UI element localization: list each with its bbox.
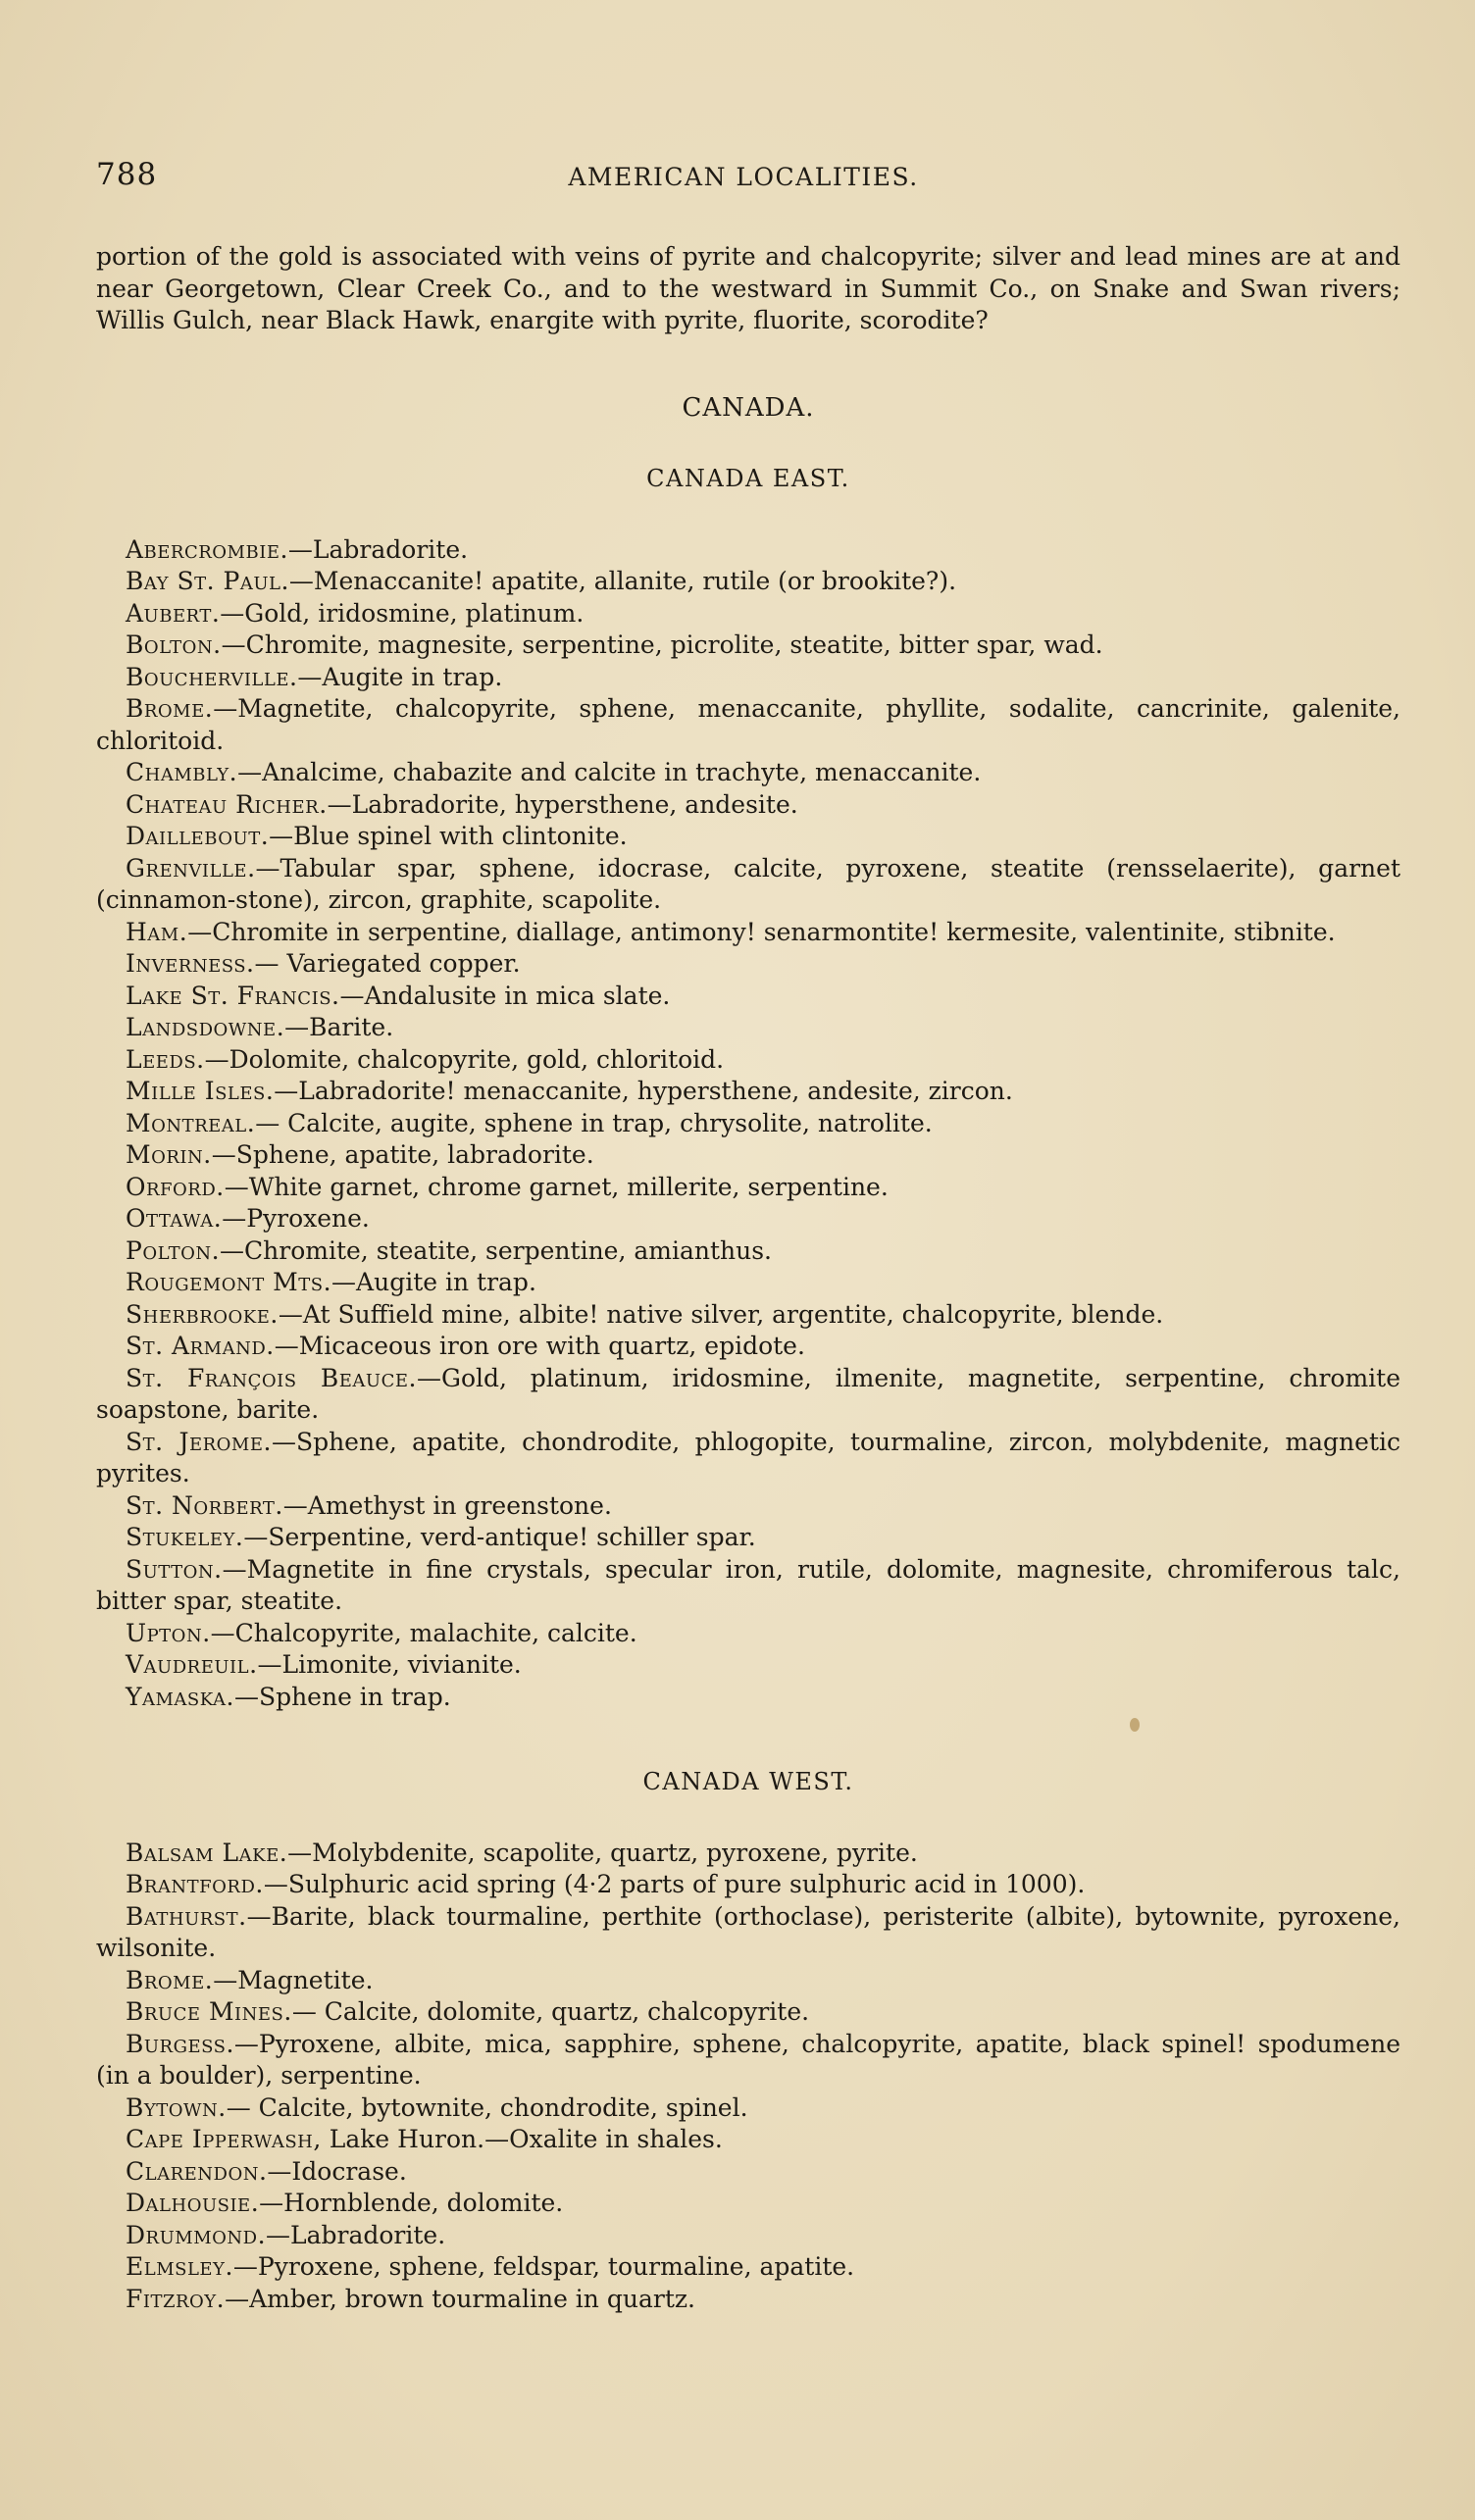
locality-name: Inverness. (126, 949, 255, 978)
mineral-list: —Amethyst in greenstone. (282, 1490, 612, 1520)
locality-entry (96, 1618, 1400, 1650)
locality-name: Boucherville. (126, 662, 298, 691)
locality-name: Sutton. (126, 1554, 223, 1584)
section-title: CANADA. (682, 392, 815, 423)
locality-name: Lake St. Francis. (126, 981, 340, 1010)
mineral-list: —Labradorite, hypersthene, andesite. (327, 789, 798, 819)
locality-name: Brantford. (126, 1870, 264, 1898)
page-body (96, 241, 1400, 2315)
locality-entry (96, 821, 1400, 853)
mineral-list: —Amber, brown tourmaline in quartz. (225, 2284, 695, 2313)
mineral-list: —Idocrase. (267, 2156, 407, 2186)
locality-entry (96, 1172, 1400, 1204)
mineral-list: —Micaceous iron ore with quartz, epidote. (274, 1332, 805, 1360)
mineral-list: — Calcite, augite, sphene in trap, chrysolite, natrolite. (255, 1108, 933, 1137)
locality-entry (96, 2188, 1400, 2220)
mineral-list: —Andalusite in mica slate. (339, 981, 671, 1010)
mineral-list: —Analcime, chabazite and calcite in trachyte, menaccanite. (237, 758, 982, 786)
locality-name: Vaudreuil. (126, 1650, 258, 1679)
ink-spot (1130, 1718, 1140, 1732)
locality-name: Morin. (126, 1140, 212, 1169)
locality-name: Elmsley. (126, 2252, 233, 2281)
page-number: 788 (96, 157, 158, 192)
locality-name: Balsam Lake. (126, 1838, 288, 1867)
mineral-list: —Limonite, vivianite. (257, 1650, 522, 1679)
locality-name: Fitzroy. (126, 2284, 226, 2313)
locality-name: Grenville. (126, 853, 256, 882)
locality-name: Chambly. (126, 758, 238, 786)
locality-name: St. Norbert. (126, 1490, 283, 1520)
locality-name: Yamaska. (126, 1682, 234, 1711)
locality-entry (96, 566, 1400, 598)
locality-name: Orford. (126, 1172, 225, 1201)
locality-entry (96, 2029, 1400, 2092)
locality-entry (96, 2251, 1400, 2284)
locality-entry (96, 1203, 1400, 1235)
mineral-list: —Magnetite. (213, 1965, 374, 1994)
canada-east-list (96, 534, 1400, 1714)
mineral-list: —Serpentine, verd-antique! schiller spar. (243, 1523, 756, 1551)
locality-name: Mille Isles. (126, 1077, 275, 1105)
locality-name: Montreal. (126, 1108, 256, 1137)
mineral-list: — Calcite, bytownite, chondrodite, spinel. (226, 2092, 748, 2122)
mineral-list: —Molybdenite, scapolite, quartz, pyroxene, pyrite. (287, 1838, 918, 1867)
locality-name: Rougemont Mts. (126, 1268, 332, 1296)
mineral-list: —Gold, platinum, iridosmine, ilmenite, magnetite, serpentine, chromite soapstone, barite. (96, 1363, 1400, 1424)
canada-west-list (96, 1838, 1400, 2316)
locality-entry (96, 2156, 1400, 2189)
locality-entry (96, 1965, 1400, 1997)
locality-entry (96, 1331, 1400, 1363)
page-header (96, 157, 1391, 196)
mineral-list: —Augite in trap. (297, 662, 503, 691)
locality-entry (96, 1522, 1400, 1554)
locality-name: Chateau Richer. (126, 789, 328, 819)
mineral-list: —White garnet, chrome garnet, millerite, serpentine. (224, 1172, 889, 1201)
mineral-list: —Magnetite, chalcopyrite, sphene, menaccanite, phyllite, sodalite, cancrinite, galenite, chloritoid. (96, 694, 1400, 755)
mineral-list: —Augite in trap. (331, 1268, 536, 1296)
locality-name: Drummond. (126, 2220, 267, 2249)
locality-name: Burgess. (126, 2029, 234, 2058)
locality-entry (96, 789, 1400, 822)
locality-name: St. François Beauce. (126, 1363, 417, 1392)
locality-entry (96, 2284, 1400, 2316)
locality-entry (96, 1996, 1400, 2029)
mineral-list: —At Suffield mine, albite! native silver, argentite, chalcopyrite, blende. (278, 1299, 1164, 1329)
mineral-list: —Sphene in trap. (233, 1682, 451, 1711)
locality-name: Stukeley. (126, 1523, 244, 1551)
locality-name: Daillebout. (126, 822, 270, 850)
locality-entry (96, 981, 1400, 1013)
locality-name: Dalhousie. (126, 2189, 260, 2217)
locality-name: Bruce Mines. (126, 1997, 292, 2026)
intro-paragraph: portion of the gold is associated with veins of pyrite and chalcopyrite; silver and lead mines are at and near Georgetown, Clear Creek Co., and to the westward in Summit Co., on Snake and Swan rivers; Willis Gulch, near Black Hawk, enargite with pyrite, fluorite, scorodite? (96, 242, 1400, 334)
subsection-title-canada-west: CANADA WEST. (642, 1768, 854, 1795)
locality-name: Ottawa. (126, 1204, 223, 1233)
mineral-list: —Labradorite. (287, 534, 469, 564)
locality-entry (96, 693, 1400, 757)
mineral-list: —Blue spinel with clintonite. (269, 822, 628, 850)
mineral-list: —Pyroxene, albite, mica, sapphire, sphene, chalcopyrite, apatite, black spinel! spodumene (in a boulder), serpentine. (96, 2029, 1400, 2090)
mineral-list: —Sulphuric acid spring (4·2 parts of pure sulphuric acid in 1000). (263, 1870, 1086, 1898)
locality-name: Bathurst. (126, 1901, 247, 1931)
locality-name: Polton. (126, 1235, 221, 1265)
locality-entry (96, 1838, 1400, 1870)
locality-entry (96, 534, 1400, 567)
locality-entry (96, 2092, 1400, 2125)
mineral-list: —Pyroxene, sphene, feldspar, tourmaline, apatite. (232, 2252, 855, 2281)
locality-entry (96, 1869, 1400, 1901)
locality-entry (96, 757, 1400, 789)
mineral-list: —Labradorite. (266, 2220, 446, 2249)
locality-entry (96, 1363, 1400, 1427)
locality-entry (96, 662, 1400, 694)
locality-name: Ham. (126, 917, 188, 946)
mineral-list: —Chromite, magnesite, serpentine, picrolite, steatite, bitter spar, wad. (221, 630, 1103, 659)
locality-name: Landsdowne. (126, 1013, 285, 1041)
locality-name: Leeds. (126, 1044, 205, 1074)
locality-name: Upton. (126, 1618, 211, 1647)
subsection-title-canada-east: CANADA EAST. (646, 465, 850, 492)
locality-entry (96, 1554, 1400, 1618)
locality-entry (96, 948, 1400, 981)
locality-entry (96, 2124, 1400, 2156)
locality-entry (96, 1427, 1400, 1490)
mineral-list: —Tabular spar, sphene, idocrase, calcite, pyroxene, steatite (rensselaerite), garnet (cinnamon-stone), zircon, graphite, scapolite. (96, 853, 1400, 914)
locality-name: St. Armand. (126, 1332, 275, 1360)
locality-name: Aubert. (126, 598, 221, 628)
mineral-list: —Menaccanite! apatite, allanite, rutile (or brookite?). (288, 567, 957, 595)
locality-entry (96, 1490, 1400, 1523)
mineral-list: —Gold, iridosmine, platinum. (220, 598, 585, 628)
mineral-list: —Sphene, apatite, chondrodite, phlogopite, tourmaline, zircon, molybdenite, magnetic pyrites. (96, 1427, 1400, 1487)
locality-entry (96, 1139, 1400, 1172)
locality-entry (96, 1299, 1400, 1332)
mineral-list: —Sphene, apatite, labradorite. (211, 1140, 594, 1169)
locality-entry (96, 598, 1400, 630)
locality-name: St. Jerome. (126, 1427, 272, 1456)
locality-name: Sherbrooke. (126, 1299, 279, 1329)
locality-name: Abercrombie. (126, 534, 288, 564)
locality-entry (96, 1235, 1400, 1268)
mineral-list: —Pyroxene. (222, 1204, 370, 1233)
locality-entry (96, 1012, 1400, 1044)
locality-entry (96, 1267, 1400, 1299)
locality-name: Clarendon. (126, 2156, 268, 2186)
running-head: AMERICAN LOCALITIES. (568, 163, 919, 191)
mineral-list: —Hornblende, dolomite. (259, 2189, 564, 2217)
locality-entry (96, 1901, 1400, 1965)
locality-entry (96, 2220, 1400, 2252)
mineral-list: —Magnetite in fine crystals, specular iron, rutile, dolomite, magnesite, chromiferous talc, bitter spar, steatite. (96, 1554, 1400, 1615)
mineral-list: —Chromite, steatite, serpentine, amianthus. (220, 1235, 772, 1265)
locality-entry (96, 853, 1400, 917)
mineral-list: —Labradorite! menaccanite, hypersthene, andesite, zircon. (274, 1077, 1013, 1105)
locality-entry (96, 917, 1400, 949)
mineral-list: —Dolomite, chalcopyrite, gold, chloritoid. (204, 1044, 725, 1074)
locality-entry (96, 1108, 1400, 1140)
mineral-list: —Barite, black tourmaline, perthite (orthoclase), peristerite (albite), bytownite, pyroxene, wilsonite. (96, 1901, 1400, 1962)
mineral-list: —Chromite in serpentine, diallage, antimony! senarmontite! kermesite, valentinite, stibnite. (187, 917, 1336, 946)
locality-name: Bytown. (126, 2092, 227, 2122)
mineral-list: — Variegated copper. (254, 949, 521, 978)
mineral-list: Lake Huron.—Oxalite in shales. (321, 2125, 723, 2153)
locality-name: Brome. (126, 1965, 214, 1994)
locality-entry (96, 1649, 1400, 1682)
locality-name: Cape Ipperwash, (126, 2125, 322, 2153)
locality-name: Bolton. (126, 630, 222, 659)
locality-name: Brome. (126, 694, 214, 723)
locality-entry (96, 1682, 1400, 1714)
locality-entry (96, 1044, 1400, 1077)
locality-entry (96, 1076, 1400, 1108)
locality-name: Bay St. Paul. (126, 567, 289, 595)
locality-entry (96, 630, 1400, 662)
mineral-list: —Chalcopyrite, malachite, calcite. (210, 1618, 637, 1647)
mineral-list: —Barite. (284, 1013, 394, 1041)
mineral-list: — Calcite, dolomite, quartz, chalcopyrite. (291, 1997, 810, 2026)
